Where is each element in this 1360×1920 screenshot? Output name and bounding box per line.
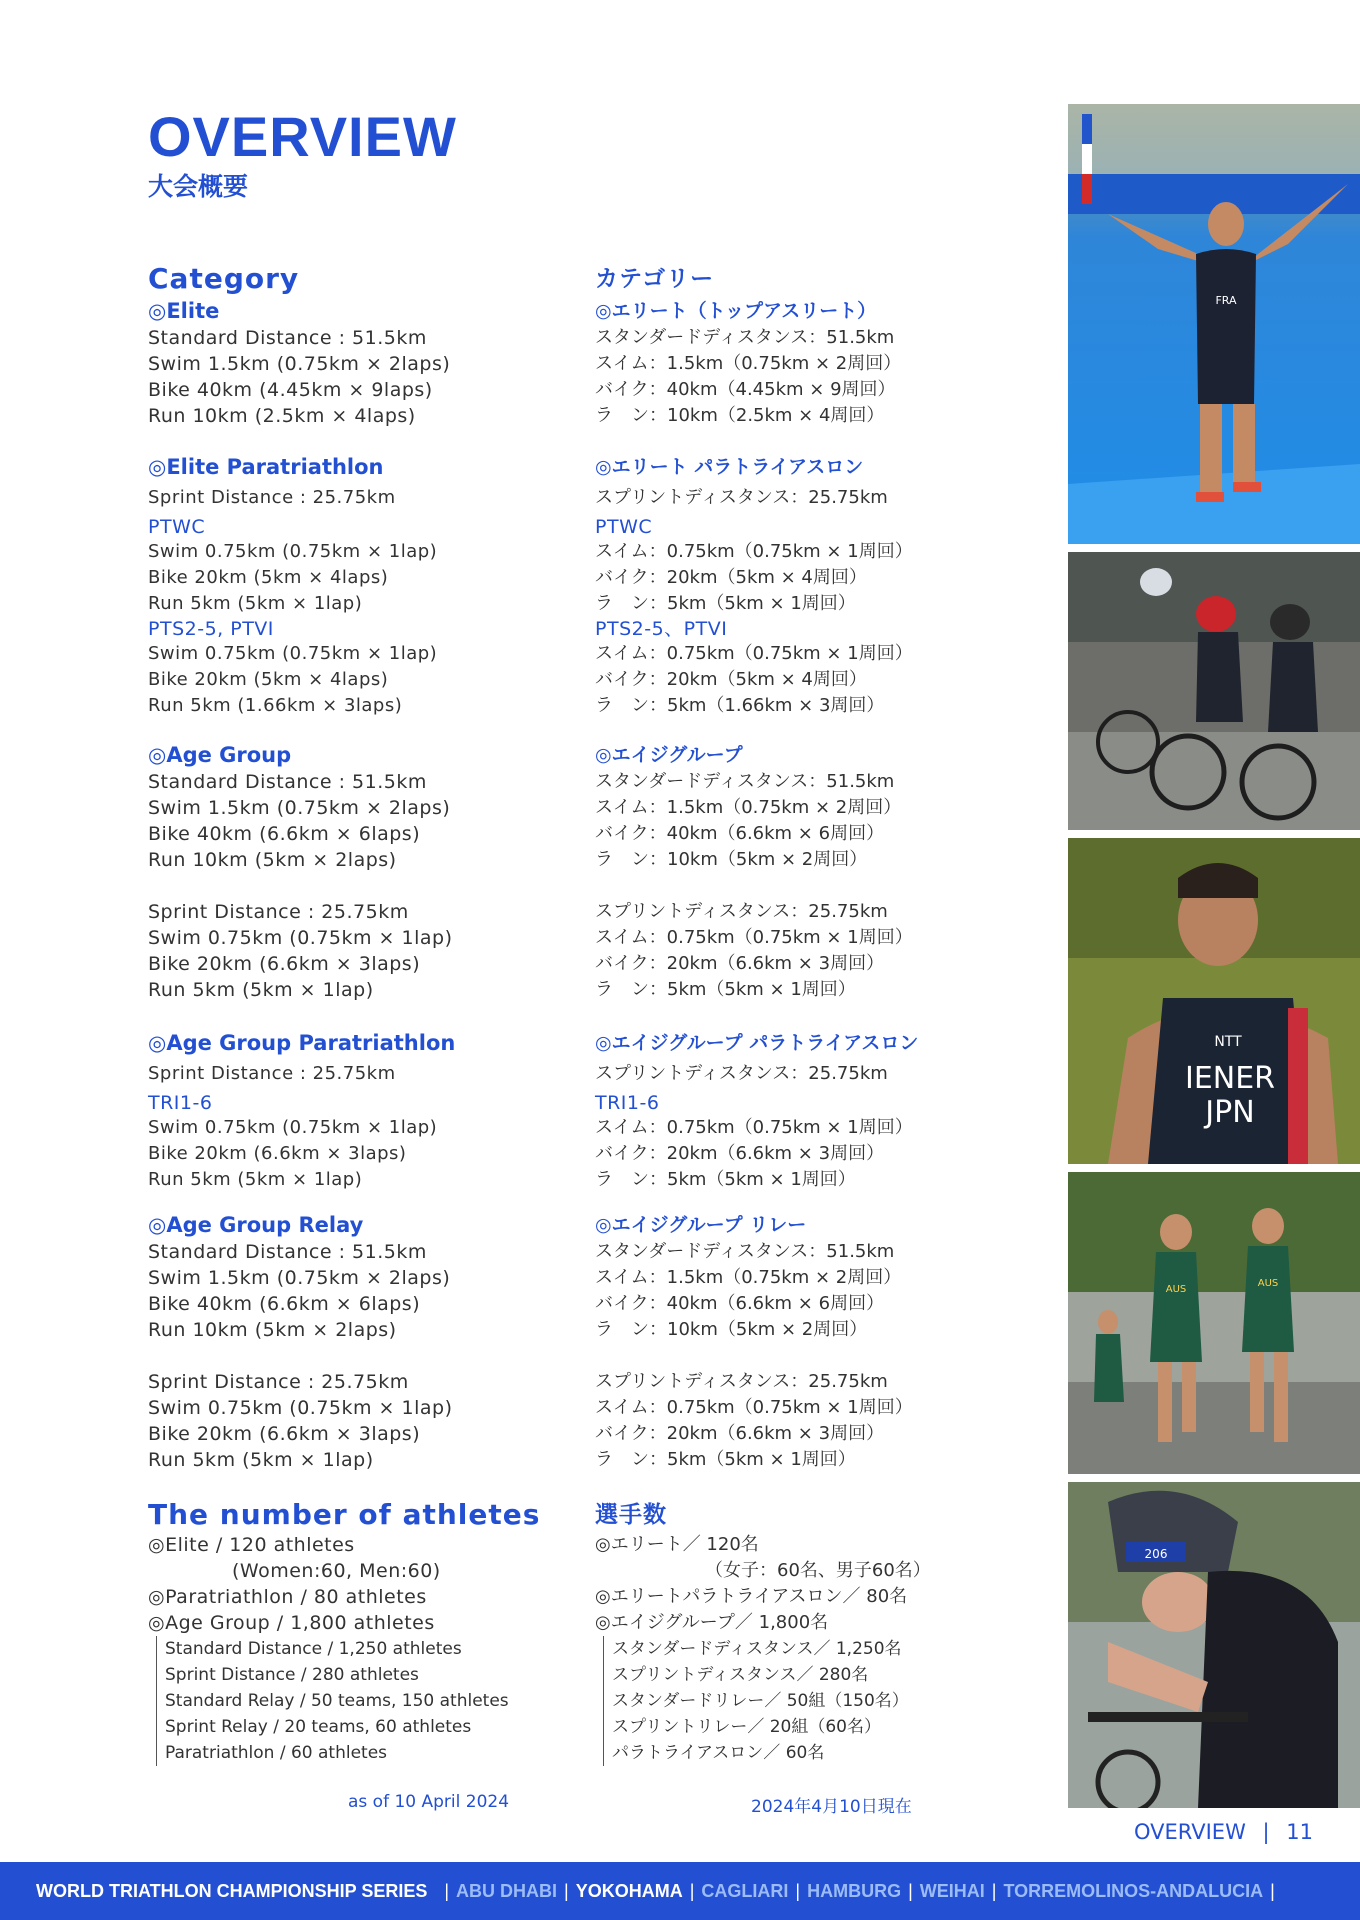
page-subtitle: 大会概要: [148, 172, 249, 201]
footer-city-cagliari: CAGLIARI: [701, 1880, 789, 1901]
text-line: スプリントディスタンス：25.75km: [595, 1371, 888, 1392]
text-line: ラ ン：5km（5km × 1周回）: [595, 1449, 856, 1470]
text-line: ラ ン：5km（1.66km × 3周回）: [595, 695, 885, 716]
runner-sponsor: NTT: [1214, 1034, 1242, 1050]
athletes-section-en: [148, 1498, 540, 1766]
page-title: OVERVIEW: [148, 105, 457, 168]
text-line: Sprint Distance : 25.75km: [148, 1371, 409, 1393]
relay-heading: ◎エイジグループ リレー: [595, 1214, 807, 1236]
elite-section-en: [148, 298, 450, 429]
footer-separator: |: [689, 1880, 695, 1901]
relay-bib-2: AUS: [1257, 1278, 1279, 1289]
footer-separator: |: [1270, 1880, 1275, 1901]
class-label-pts: PTS2-5, PTVI: [148, 618, 274, 640]
text-line: バイク：40km（4.45km × 9周回）: [595, 379, 896, 400]
footer-separator: |: [444, 1880, 450, 1901]
text-line: バイク：20km（5km × 4周回）: [595, 669, 867, 690]
text-line: バイク：20km（5km × 4周回）: [595, 567, 867, 588]
text-line: Run 5km (5km × 1lap): [148, 1449, 374, 1471]
text-line: Sprint Relay / 20 teams, 60 athletes: [165, 1717, 472, 1737]
athletes-breakdown: [603, 1636, 931, 1766]
text-line: スタンダードディスタンス：51.5km: [595, 771, 895, 792]
age-group-heading: ◎Age Group: [148, 743, 292, 767]
footer-city-weihai: WEIHAI: [919, 1880, 985, 1901]
text-line: Swim 0.75km (0.75km × 1lap): [148, 541, 438, 562]
text-line: (Women:60, Men:60): [232, 1560, 441, 1582]
text-line: Standard Distance : 51.5km: [148, 327, 427, 349]
text-line: スタンダードディスタンス／ 1,250名: [612, 1639, 902, 1659]
text-line: パラトライアスロン／ 60名: [612, 1743, 825, 1763]
footer-separator: |: [908, 1880, 913, 1901]
as-of-date: as of 10 April 2024: [348, 1792, 510, 1812]
text-line: スタンダードリレー／ 50組（150名）: [612, 1691, 909, 1711]
section-heading: カテゴリー: [595, 266, 715, 292]
text-line: Standard Relay / 50 teams, 150 athletes: [165, 1691, 509, 1711]
text-line: Bike 20km (5km × 4laps): [148, 669, 389, 690]
runner-country: JPN: [1205, 1095, 1255, 1130]
page-header: [148, 105, 457, 202]
text-line: Run 5km (5km × 1lap): [148, 979, 374, 1001]
series-name: WORLD TRIATHLON CHAMPIONSHIP SERIES: [36, 1880, 428, 1901]
text-line: スタンダードディスタンス：51.5km: [595, 1241, 895, 1262]
text-line: Swim 0.75km (0.75km × 1lap): [148, 643, 438, 664]
text-line: ◎Age Group / 1,800 athletes: [148, 1612, 435, 1634]
athletes-heading: The number of athletes: [148, 1498, 541, 1531]
elite-section-ja: [595, 298, 901, 429]
category-heading-ja: [595, 262, 714, 296]
relay-heading: ◎Age Group Relay: [148, 1213, 364, 1237]
footer-city-abu-dhabi: ABU DHABI: [456, 1880, 558, 1901]
class-label-ptwc: PTWC: [148, 516, 206, 538]
text-line: バイク：20km（6.6km × 3周回）: [595, 953, 885, 974]
photo-runner-jpn: [1068, 838, 1360, 1164]
class-label-pts: PTS2-5、PTVI: [595, 618, 728, 640]
cyclist-helmet-number: 206: [1144, 1547, 1168, 1561]
text-line: Sprint Distance : 25.75km: [148, 487, 396, 508]
text-line: Run 10km (5km × 2laps): [148, 1319, 397, 1341]
age-group-section-ja: [595, 742, 913, 1003]
elite-para-section-en: [148, 454, 437, 719]
text-line: Run 5km (5km × 1lap): [148, 593, 363, 614]
text-line: スイム：1.5km（0.75km × 2周回）: [595, 1267, 902, 1288]
text-line: スイム：0.75km（0.75km × 1周回）: [595, 927, 913, 948]
text-line: ◎Paratriathlon / 80 athletes: [148, 1586, 427, 1608]
text-line: バイク：20km（6.6km × 3周回）: [595, 1143, 885, 1164]
ag-para-heading: ◎Age Group Paratriathlon: [148, 1031, 456, 1055]
age-group-section-en: [148, 742, 453, 1003]
text-line: バイク：40km（6.6km × 6周回）: [595, 823, 885, 844]
text-line: Sprint Distance / 280 athletes: [165, 1665, 419, 1685]
text-line: バイク：40km（6.6km × 6周回）: [595, 1293, 885, 1314]
footer-city-yokohama: YOKOHAMA: [575, 1880, 683, 1901]
relay-section-en: [148, 1212, 453, 1473]
text-line: ラ ン：5km（5km × 1周回）: [595, 979, 856, 1000]
elite-heading: ◎エリート（トップアスリート）: [595, 300, 877, 322]
text-line: スタンダードディスタンス：51.5km: [595, 327, 895, 348]
photo-finish-line: [1068, 104, 1360, 544]
photo-cyclists-rain: [1068, 552, 1360, 830]
page-number: [1134, 1820, 1313, 1844]
elite-para-heading: ◎エリート パラトライアスロン: [595, 456, 864, 478]
text-line: ◎Elite / 120 athletes: [148, 1534, 355, 1556]
text-line: Bike 20km (5km × 4laps): [148, 567, 389, 588]
text-line: スイム：1.5km（0.75km × 2周回）: [595, 353, 902, 374]
page-section-label: OVERVIEW: [1134, 1820, 1246, 1844]
footer-separator: |: [795, 1880, 801, 1901]
text-line: スイム：0.75km（0.75km × 1周回）: [595, 1117, 913, 1138]
text-line: Sprint Distance : 25.75km: [148, 901, 409, 923]
text-line: Sprint Distance : 25.75km: [148, 1063, 396, 1084]
text-line: スイム：0.75km（0.75km × 1周回）: [595, 541, 913, 562]
footer-bar: [0, 1862, 1360, 1920]
text-line: Swim 1.5km (0.75km × 2laps): [148, 1267, 451, 1289]
text-line: （女子：60名、男子60名）: [705, 1560, 931, 1581]
footer-city-torremolinos: TORREMOLINOS-ANDALUCIA: [1003, 1880, 1264, 1901]
text-line: スプリントディスタンス：25.75km: [595, 901, 888, 922]
text-line: スプリントディスタンス：25.75km: [595, 1063, 888, 1084]
text-line: Swim 0.75km (0.75km × 1lap): [148, 1117, 438, 1138]
page-number-value: 11: [1286, 1820, 1314, 1844]
elite-para-section-ja: [595, 454, 913, 719]
athletes-heading: 選手数: [595, 1502, 667, 1528]
text-line: Swim 0.75km (0.75km × 1lap): [148, 1397, 453, 1419]
text-line: ラ ン：5km（5km × 1周回）: [595, 593, 856, 614]
text-line: Swim 1.5km (0.75km × 2laps): [148, 353, 451, 375]
class-label-ptwc: PTWC: [595, 516, 653, 538]
category-heading-en: [148, 262, 299, 296]
text-line: ラ ン：5km（5km × 1周回）: [595, 1169, 856, 1190]
text-line: Bike 20km (6.6km × 3laps): [148, 953, 421, 975]
text-line: スプリントディスタンス／ 280名: [612, 1665, 869, 1685]
text-line: Paratriathlon / 60 athletes: [165, 1743, 388, 1763]
footer-separator: |: [564, 1880, 569, 1901]
ag-para-section-ja: [595, 1030, 918, 1193]
class-label-tri: TRI1-6: [148, 1092, 213, 1114]
text-line: スプリントリレー／ 20組（60名）: [612, 1717, 881, 1737]
text-line: Bike 20km (6.6km × 3laps): [148, 1143, 407, 1164]
photo-relay-runners: [1068, 1172, 1360, 1474]
text-line: Swim 0.75km (0.75km × 1lap): [148, 927, 453, 949]
athlete-bib: FRA: [1215, 294, 1237, 307]
text-line: Standard Distance : 51.5km: [148, 771, 427, 793]
athletes-section-ja: [595, 1498, 931, 1766]
footer-separator: |: [991, 1880, 997, 1901]
page-number-divider: |: [1262, 1820, 1270, 1844]
text-line: Run 10km (2.5km × 4laps): [148, 405, 416, 427]
text-line: ◎エリートパラトライアスロン／ 80名: [595, 1586, 908, 1607]
text-line: Bike 40km (6.6km × 6laps): [148, 823, 421, 845]
text-line: Run 5km (5km × 1lap): [148, 1169, 363, 1190]
text-line: Bike 40km (4.45km × 9laps): [148, 379, 433, 401]
text-line: Standard Distance : 51.5km: [148, 1241, 427, 1263]
text-line: ラ ン：10km（2.5km × 4周回）: [595, 405, 885, 426]
as-of-date: 2024年4月10日現在: [751, 1797, 912, 1817]
ag-para-section-en: [148, 1030, 455, 1193]
text-line: スイム：0.75km（0.75km × 1周回）: [595, 643, 913, 664]
text-line: ラ ン：10km（5km × 2周回）: [595, 1319, 868, 1340]
text-line: Swim 1.5km (0.75km × 2laps): [148, 797, 451, 819]
runner-name: IENER: [1184, 1061, 1276, 1096]
text-line: Standard Distance / 1,250 athletes: [165, 1639, 462, 1659]
text-line: Bike 20km (6.6km × 3laps): [148, 1423, 421, 1445]
text-line: ラ ン：10km（5km × 2周回）: [595, 849, 868, 870]
text-line: Bike 40km (6.6km × 6laps): [148, 1293, 421, 1315]
footer-city-hamburg: HAMBURG: [807, 1880, 902, 1901]
class-label-tri: TRI1-6: [595, 1092, 660, 1114]
elite-para-heading: ◎Elite Paratriathlon: [148, 455, 384, 479]
text-line: Run 5km (1.66km × 3laps): [148, 695, 403, 716]
text-line: スイム：0.75km（0.75km × 1周回）: [595, 1397, 913, 1418]
text-line: Run 10km (5km × 2laps): [148, 849, 397, 871]
text-line: スイム：1.5km（0.75km × 2周回）: [595, 797, 902, 818]
relay-section-ja: [595, 1212, 913, 1473]
photo-cyclist-aero: [1068, 1482, 1360, 1808]
elite-heading: ◎Elite: [148, 299, 220, 323]
relay-bib-1: AUS: [1165, 1284, 1187, 1295]
ag-para-heading: ◎エイジグループ パラトライアスロン: [595, 1032, 919, 1054]
athletes-breakdown: [156, 1636, 540, 1766]
section-heading: Category: [148, 262, 300, 295]
text-line: スプリントディスタンス：25.75km: [595, 487, 888, 508]
text-line: ◎エリート／ 120名: [595, 1534, 759, 1555]
text-line: ◎エイジグループ／ 1,800名: [595, 1612, 829, 1633]
age-group-heading: ◎エイジグループ: [595, 744, 743, 766]
text-line: バイク：20km（6.6km × 3周回）: [595, 1423, 885, 1444]
